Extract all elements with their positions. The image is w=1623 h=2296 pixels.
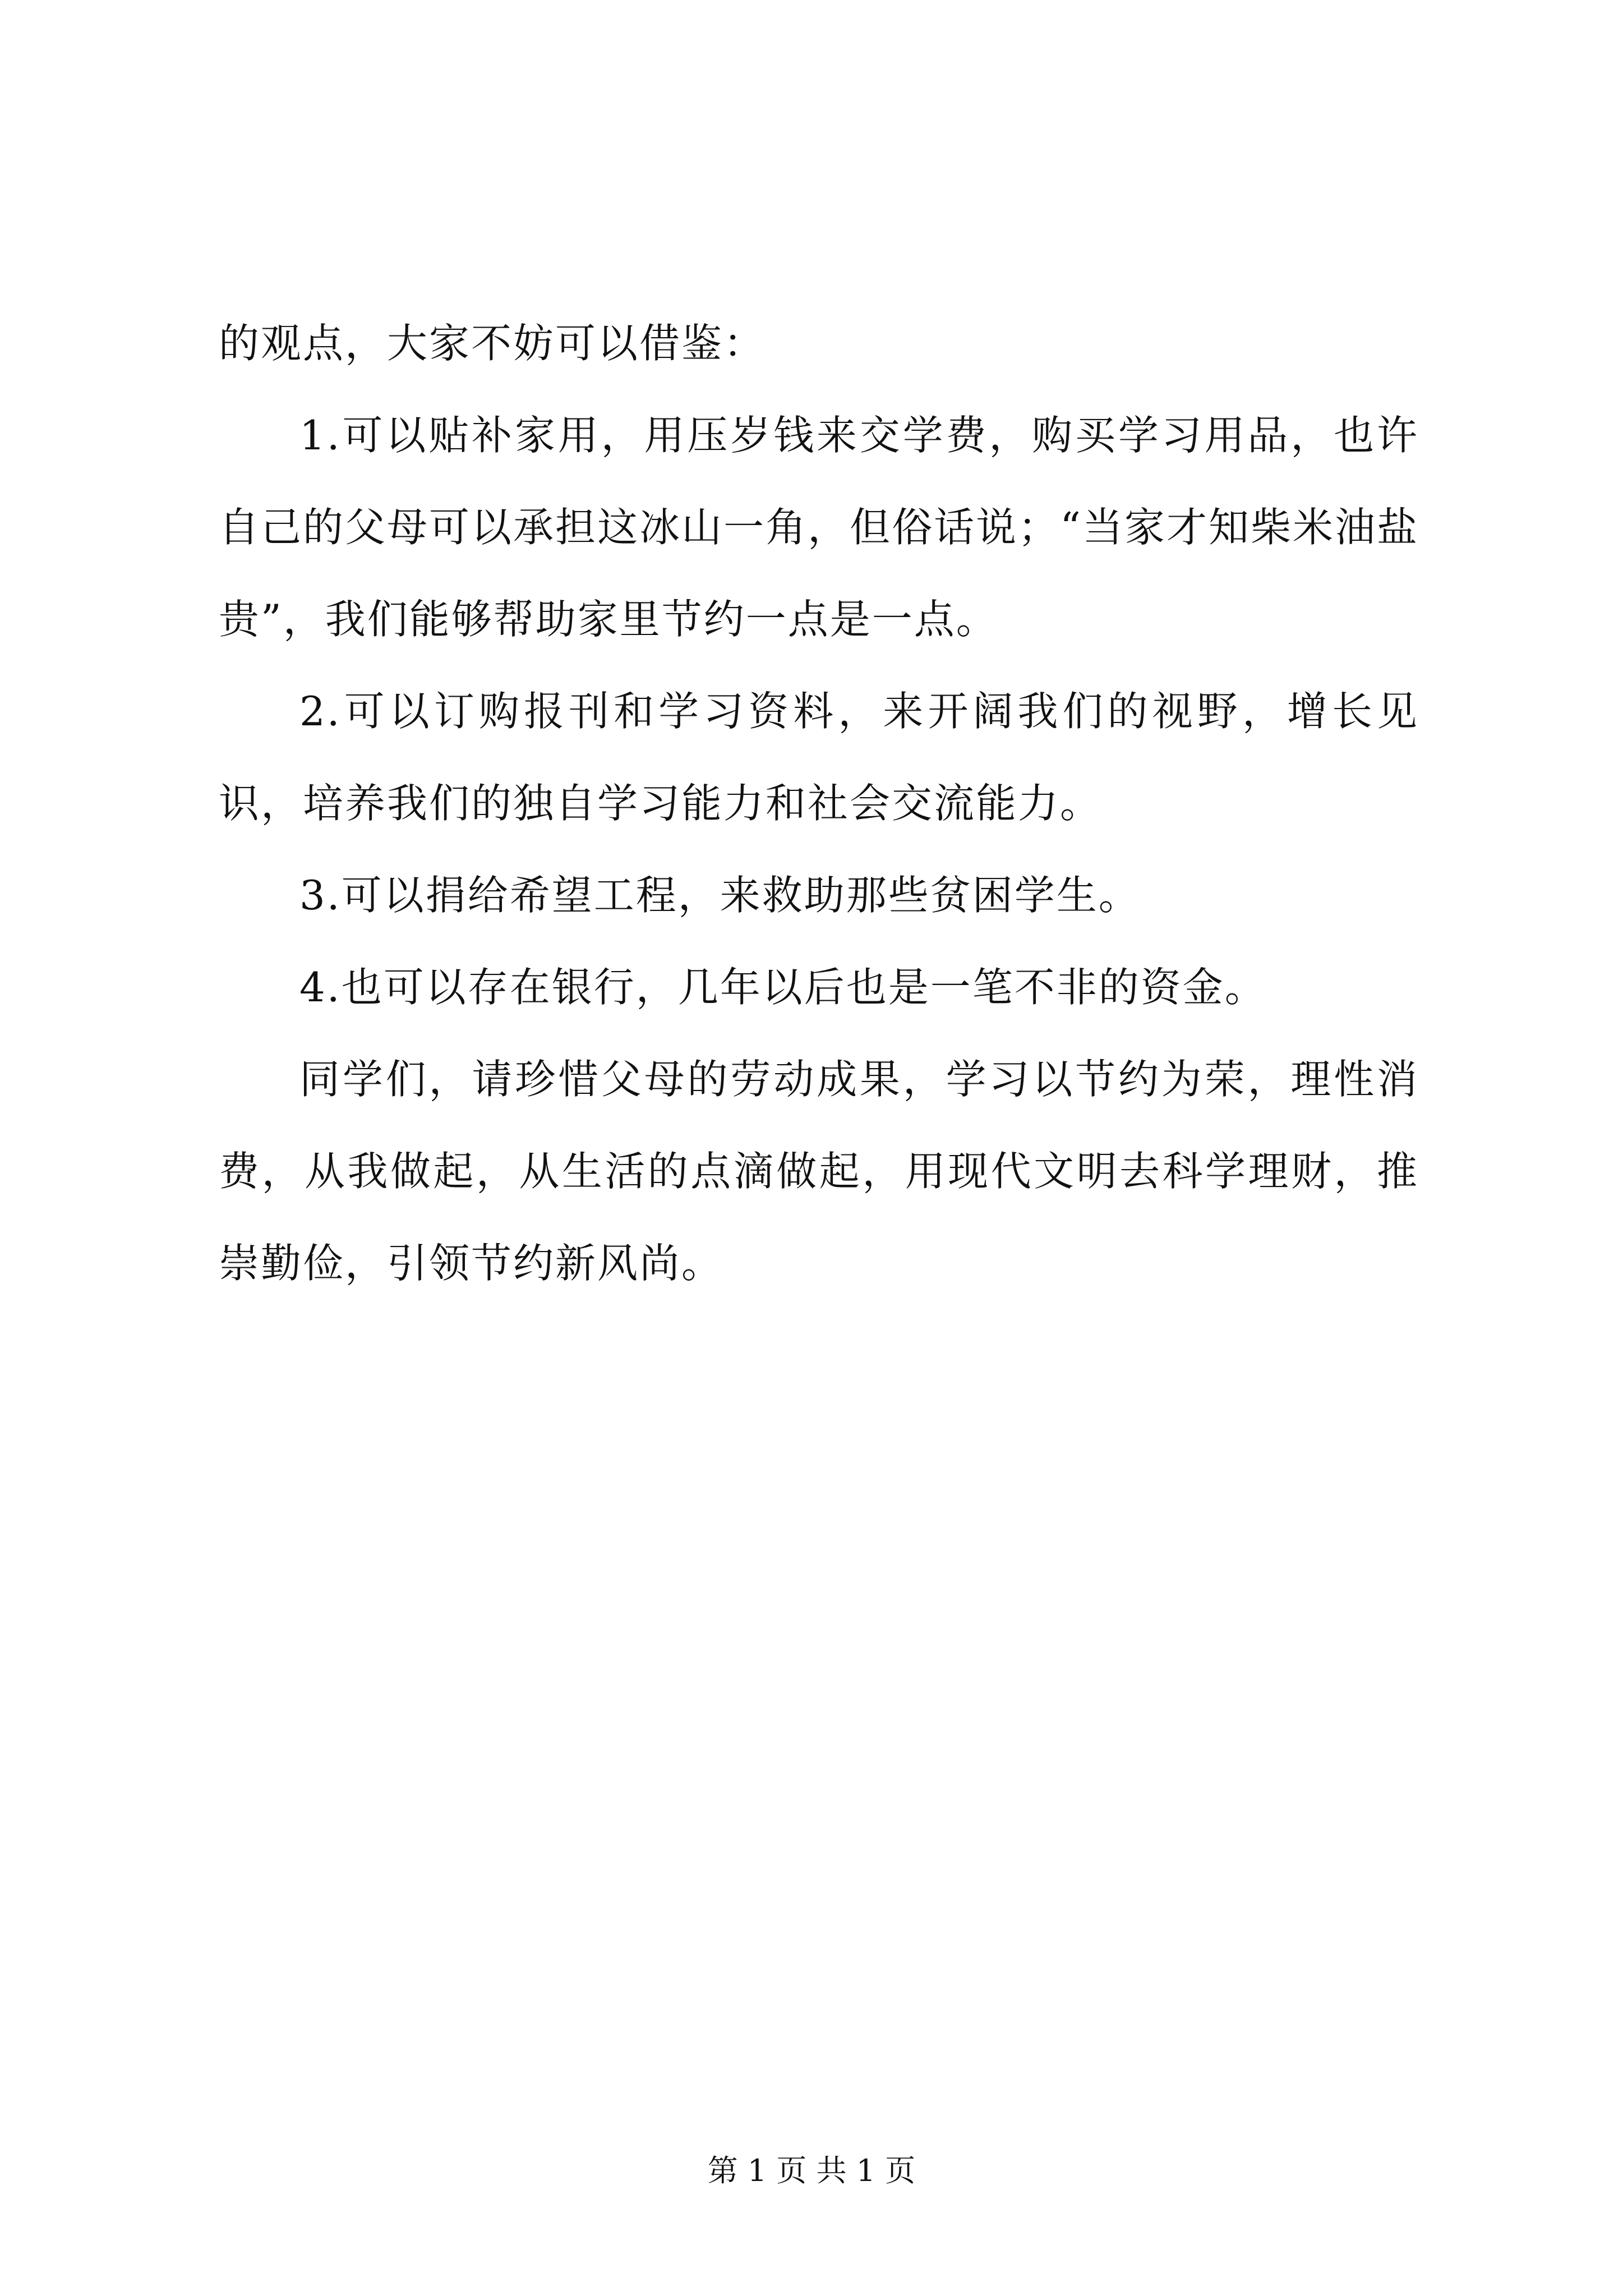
paragraph-item-4: 4.也可以存在银行，几年以后也是一笔不非的资金。 (299, 964, 1267, 1011)
paragraph-intro: 的观点，大家不妨可以借鉴： (219, 320, 766, 367)
page-number-footer: 第 1 页 共 1 页 (707, 2153, 916, 2188)
paragraph-item-2: 2.可以订购报刊和学习资料，来开阔我们的视野，增长见识，培养我们的独自学习能力和社会交流能力。 (219, 688, 1419, 827)
paragraph-item-1: 1.可以贴补家用，用压岁钱来交学费，购买学习用品，也许自己的父母可以承担这冰山一角，但俗话说；“当家才知柴米油盐贵”，我们能够帮助家里节约一点是一点。 (219, 412, 1419, 643)
paragraph-conclusion: 同学们，请珍惜父母的劳动成果，学习以节约为荣，理性消费，从我做起，从生活的点滴做起，用现代文明去科学理财，推崇勤俭，引领节约新风尚。 (219, 1056, 1419, 1287)
document-body (219, 297, 1419, 1309)
paragraph-item-3: 3.可以捐给希望工程，来救助那些贫困学生。 (299, 872, 1141, 919)
